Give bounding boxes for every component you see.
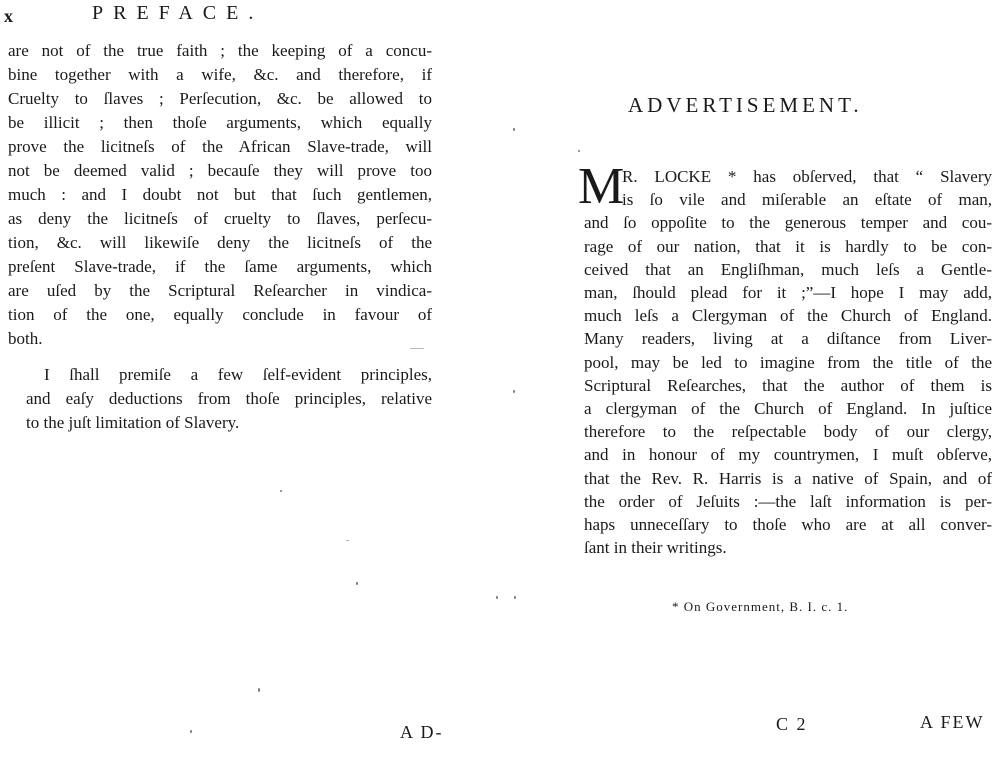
running-head: PREFACE. <box>92 2 264 24</box>
drop-cap: M <box>578 158 625 215</box>
text-line: haps unneceſſary to thoſe who are at all conver- <box>584 515 992 535</box>
page-title: ADVERTISEMENT. <box>628 93 863 117</box>
catchword: A FEW <box>920 712 985 732</box>
paper-speck <box>513 390 515 393</box>
text-line: much leſs a Clergyman of the Church of England. <box>584 306 992 326</box>
text-line: prove the licitneſs of the African Slave-trade, will <box>8 137 432 156</box>
paper-speck <box>578 150 580 152</box>
text-line: are uſed by the Scriptural Reſearcher in vindica- <box>8 281 432 300</box>
text-line: as deny the licitneſs of cruelty to ſlaves, perſecu- <box>8 209 432 228</box>
text-line: to the juſt limitation of Slavery. <box>26 413 240 432</box>
text-line: pool, may be led to imagine from the title of the <box>584 352 992 372</box>
paper-speck <box>513 128 515 131</box>
text-line: ceived that an Engliſhman, much leſs a Gentle- <box>584 259 992 279</box>
paper-speck <box>410 348 424 349</box>
text-line: much : and I doubt not but that ſuch gentlemen, <box>8 185 432 204</box>
text-line: tion of the one, equally conclude in favour of <box>8 305 432 324</box>
text-line: are not of the true faith ; the keeping of a concu- <box>8 41 432 60</box>
page-number: x <box>4 6 13 26</box>
paper-speck <box>258 688 260 692</box>
footnote: * On Government, B. I. c. 1. <box>672 599 849 614</box>
text-line: I ſhall premiſe a few ſelf-evident principles, <box>44 365 432 384</box>
text-line: Many readers, living at a diſtance from Liver- <box>584 329 992 349</box>
catchword: A D- <box>400 722 444 742</box>
text-line: that the Rev. R. Harris is a native of Spain, and of <box>584 468 992 488</box>
paper-speck <box>190 730 192 733</box>
text-line: bine together with a wife, &c. and therefore, if <box>8 65 432 84</box>
preface-paragraph-1 <box>8 39 432 351</box>
paper-speck <box>496 596 498 599</box>
text-line: preſent Slave-trade, if the ſame arguments, which <box>8 257 432 276</box>
text-line: the order of Jeſuits :—the laſt information is per- <box>584 491 992 511</box>
text-line: and ſo oppoſite to the generous temper and cou- <box>584 213 992 233</box>
text-line: therefore to the reſpectable body of our clergy, <box>584 422 992 442</box>
text-line: ſant in their writings. <box>584 538 727 558</box>
text-line: a clergyman of the Church of England. In juſtice <box>584 399 992 419</box>
text-line: tion, &c. will likewiſe deny the licitneſs of the <box>8 233 432 252</box>
text-line: Cruelty to ſlaves ; Perſecution, &c. be allowed to <box>8 89 432 108</box>
paper-speck <box>280 490 282 492</box>
text-line: both. <box>8 329 43 348</box>
signature-mark: C 2 <box>776 714 808 734</box>
text-line: R. LOCKE * has obſerved, that “ Slavery <box>622 167 992 186</box>
text-line: Scriptural Reſearches, that the author of them is <box>584 375 992 395</box>
text-line: be illicit ; then thoſe arguments, which equally <box>8 113 432 132</box>
text-line: not be deemed valid ; becauſe they will prove too <box>8 161 432 180</box>
text-line: and in honour of my countrymen, I muſt obſerve, <box>584 445 992 465</box>
paper-speck <box>514 596 516 599</box>
paper-speck <box>356 582 358 585</box>
text-line: and eaſy deductions from thoſe principles, relative <box>26 389 432 408</box>
text-line: man, ſhould plead for it ;”—I hope I may add, <box>584 283 992 303</box>
left-page <box>0 0 470 771</box>
right-page <box>500 0 1000 771</box>
paper-speck <box>346 540 349 541</box>
advertisement-paragraph <box>578 158 992 559</box>
preface-paragraph-2 <box>26 363 432 435</box>
text-line: rage of our nation, that it is hardly to be con- <box>584 236 992 256</box>
text-line: is ſo vile and miſerable an eſtate of man, <box>622 190 992 210</box>
